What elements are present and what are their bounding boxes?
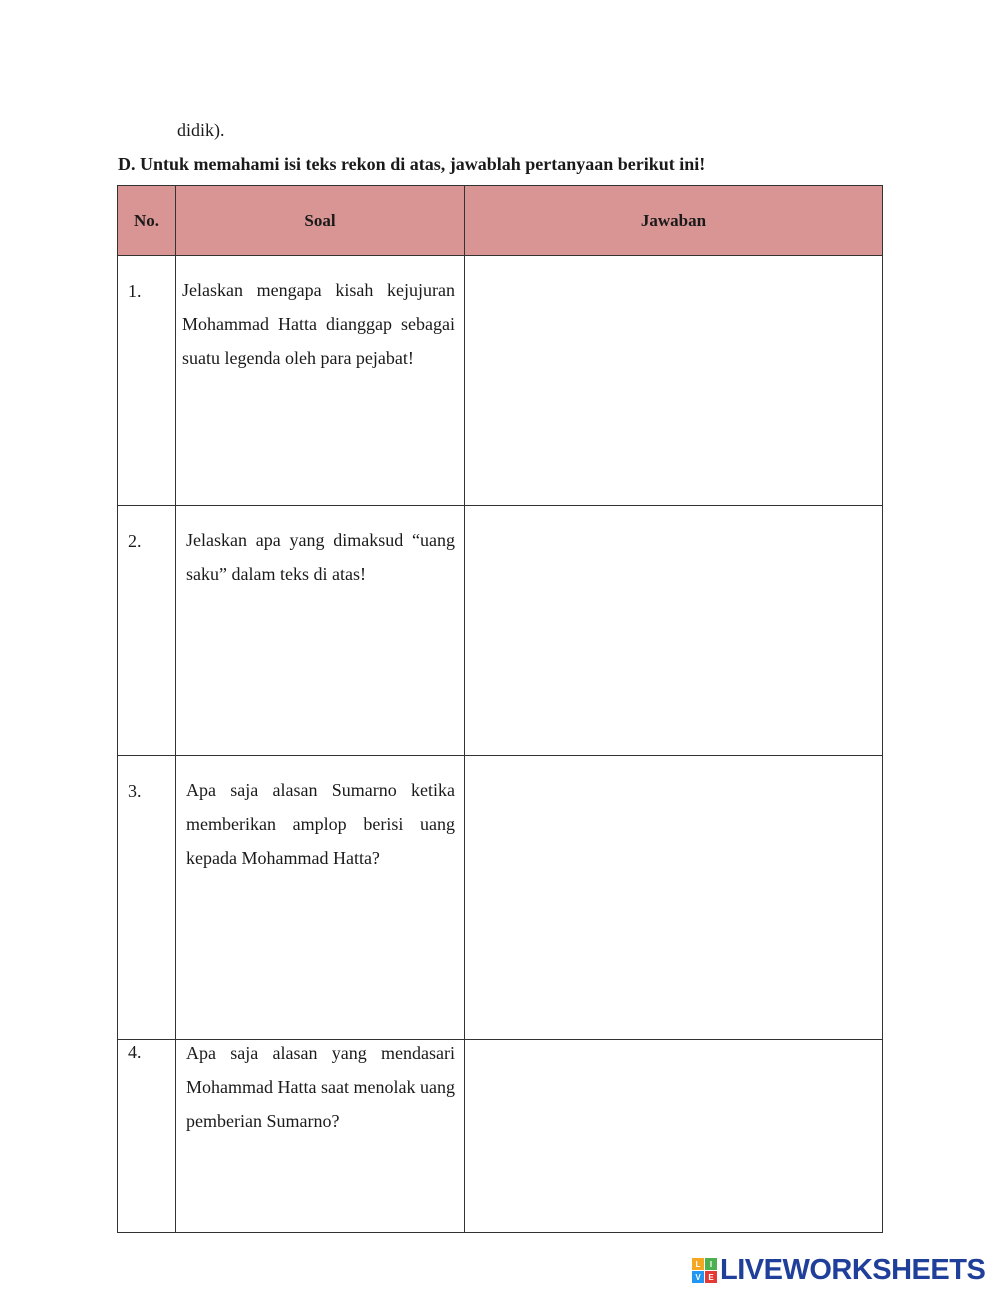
- header-jawaban: Jawaban: [465, 186, 883, 256]
- logo-mark-tile: V: [692, 1271, 704, 1283]
- table-header-row: [118, 186, 883, 256]
- answer-cell[interactable]: [465, 506, 883, 756]
- question-text: Jelaskan mengapa kisah kejujuran Mohammad Hatta dianggap sebagai suatu legenda oleh para pejabat!: [182, 280, 455, 368]
- answer-cell[interactable]: [465, 756, 883, 1040]
- table-row: [118, 256, 883, 506]
- question-number: 3.: [118, 756, 176, 1040]
- question-number: 1.: [118, 256, 176, 506]
- question-number: 4.: [118, 1040, 176, 1233]
- carry-over-text: didik).: [177, 120, 225, 140]
- table-row: [118, 506, 883, 756]
- section-heading: D. Untuk memahami isi teks rekon di atas, jawablah pertanyaan berikut ini!: [118, 154, 706, 174]
- question-cell: [176, 506, 465, 756]
- liveworksheets-logo: [692, 1254, 985, 1287]
- question-text: Jelaskan apa yang dimaksud “uang saku” dalam teks di atas!: [186, 530, 455, 584]
- question-cell: [176, 1040, 465, 1233]
- header-soal: Soal: [176, 186, 465, 256]
- question-cell: [176, 756, 465, 1040]
- header-no: No.: [118, 186, 176, 256]
- logo-mark-tile: I: [705, 1258, 717, 1270]
- logo-text: LIVEWORKSHEETS: [720, 1254, 986, 1286]
- answer-cell[interactable]: [465, 256, 883, 506]
- table-row: [118, 756, 883, 1040]
- question-text: Apa saja alasan Sumarno ketika memberikan amplop berisi uang kepada Mohammad Hatta?: [186, 780, 455, 868]
- logo-mark-tile: L: [692, 1258, 704, 1270]
- answer-cell[interactable]: [465, 1040, 883, 1233]
- question-text: Apa saja alasan yang mendasari Mohammad Hatta saat menolak uang pemberian Sumarno?: [186, 1043, 455, 1131]
- question-number: 2.: [118, 506, 176, 756]
- question-cell: [176, 256, 465, 506]
- table-row: [118, 1040, 883, 1233]
- logo-mark-icon: [692, 1258, 717, 1283]
- logo-mark-tile: E: [705, 1271, 717, 1283]
- question-table: [117, 185, 883, 1233]
